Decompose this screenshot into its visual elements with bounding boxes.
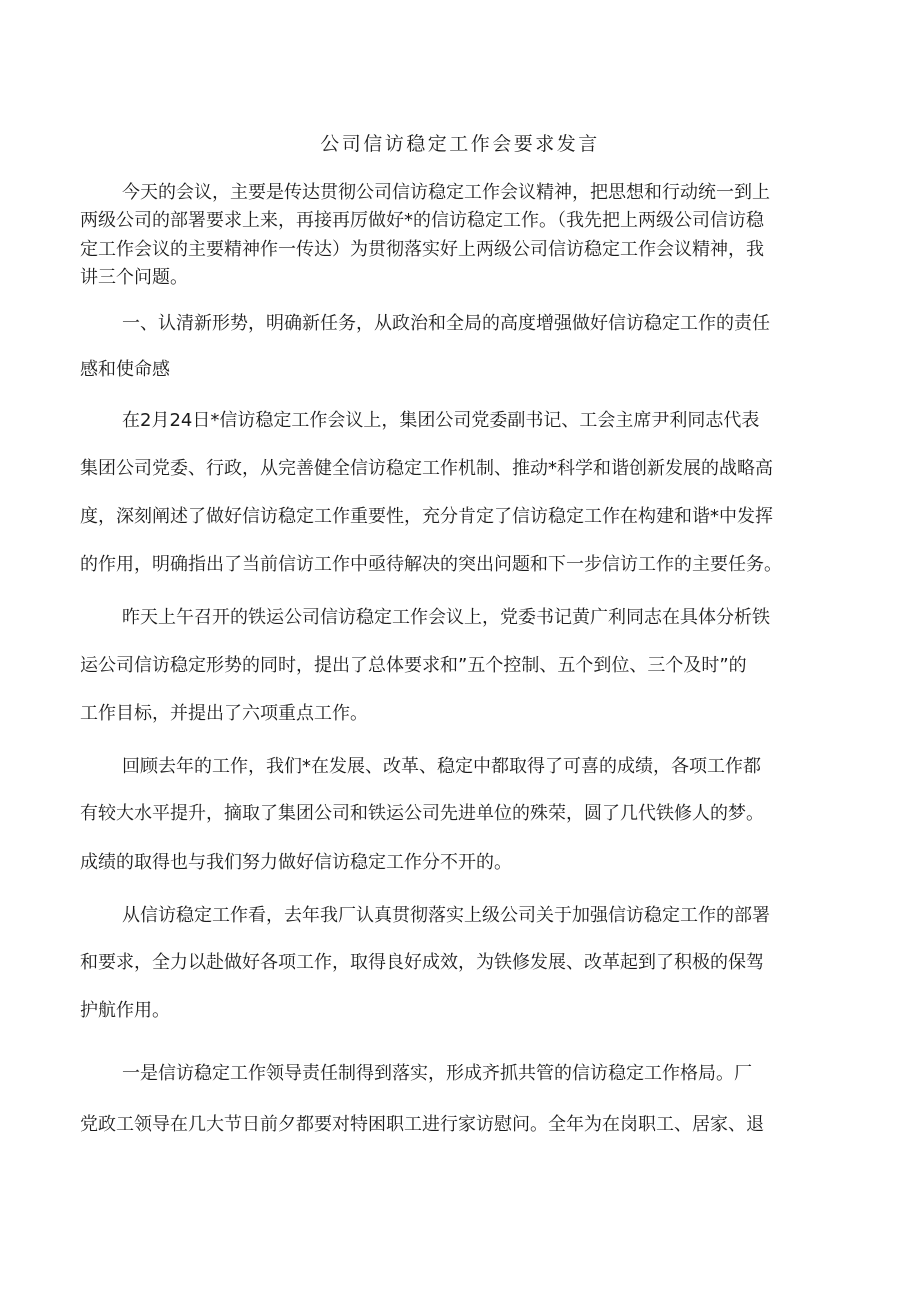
text-line: 昨天上午召开的铁运公司信访稳定工作会议上，党委书记黄广利同志在具体分析铁 — [122, 607, 770, 628]
text-line: 一、认清新形势，明确新任务，从政治和全局的高度增强做好信访稳定工作的责任 — [122, 313, 770, 334]
text-line: 有较大水平提升，摘取了集团公司和铁运公司先进单位的殊荣，圆了几代铁修人的梦。 — [80, 803, 764, 824]
text-line: 工作目标，并提出了六项重点工作。 — [80, 703, 368, 724]
text-line: 和要求，全力以赴做好各项工作，取得良好成效，为铁修发展、改革起到了积极的保驾 — [80, 952, 764, 973]
text-line: 成绩的取得也与我们努力做好信访稳定工作分不开的。 — [80, 852, 512, 873]
text-line: 度，深刻阐述了做好信访稳定工作重要性，充分肯定了信访稳定工作在构建和谐*中发挥 — [80, 506, 773, 527]
text-line: 运公司信访稳定形势的同时，提出了总体要求和”五个控制、五个到位、三个及时”的 — [80, 655, 747, 676]
text-line: 两级公司的部署要求上来，再接再厉做好*的信访稳定工作。（我先把上两级公司信访稳 — [80, 210, 764, 231]
text-line: 在2月24日*信访稳定工作会议上，集团公司党委副书记、工会主席尹利同志代表 — [122, 410, 760, 431]
text-line: 集团公司党委、行政，从完善健全信访稳定工作机制、推动*科学和谐创新发展的战略高 — [80, 458, 773, 479]
text-line: 护航作用。 — [80, 1000, 170, 1021]
text-line: 感和使命感 — [80, 359, 170, 380]
text-line: 从信访稳定工作看，去年我厂认真贯彻落实上级公司关于加强信访稳定工作的部署 — [122, 905, 770, 926]
text-line: 定工作会议的主要精神作一传达）为贯彻落实好上两级公司信访稳定工作会议精神，我 — [80, 239, 764, 260]
text-line: 今天的会议，主要是传达贯彻公司信访稳定工作会议精神，把思想和行动统一到上 — [122, 182, 770, 203]
text-line: 回顾去年的工作，我们*在发展、改革、稳定中都取得了可喜的成绩，各项工作都 — [122, 756, 761, 777]
text-line: 一是信访稳定工作领导责任制得到落实，形成齐抓共管的信访稳定工作格局。厂 — [122, 1063, 752, 1084]
text-line: 党政工领导在几大节日前夕都要对特困职工进行家访慰问。全年为在岗职工、居家、退 — [80, 1114, 764, 1135]
page-title: 公司信访稳定工作会要求发言 — [320, 133, 600, 155]
text-line: 讲三个问题。 — [80, 267, 188, 288]
text-line: 的作用，明确指出了当前信访工作中亟待解决的突出问题和下一步信访工作的主要任务。 — [80, 554, 782, 575]
